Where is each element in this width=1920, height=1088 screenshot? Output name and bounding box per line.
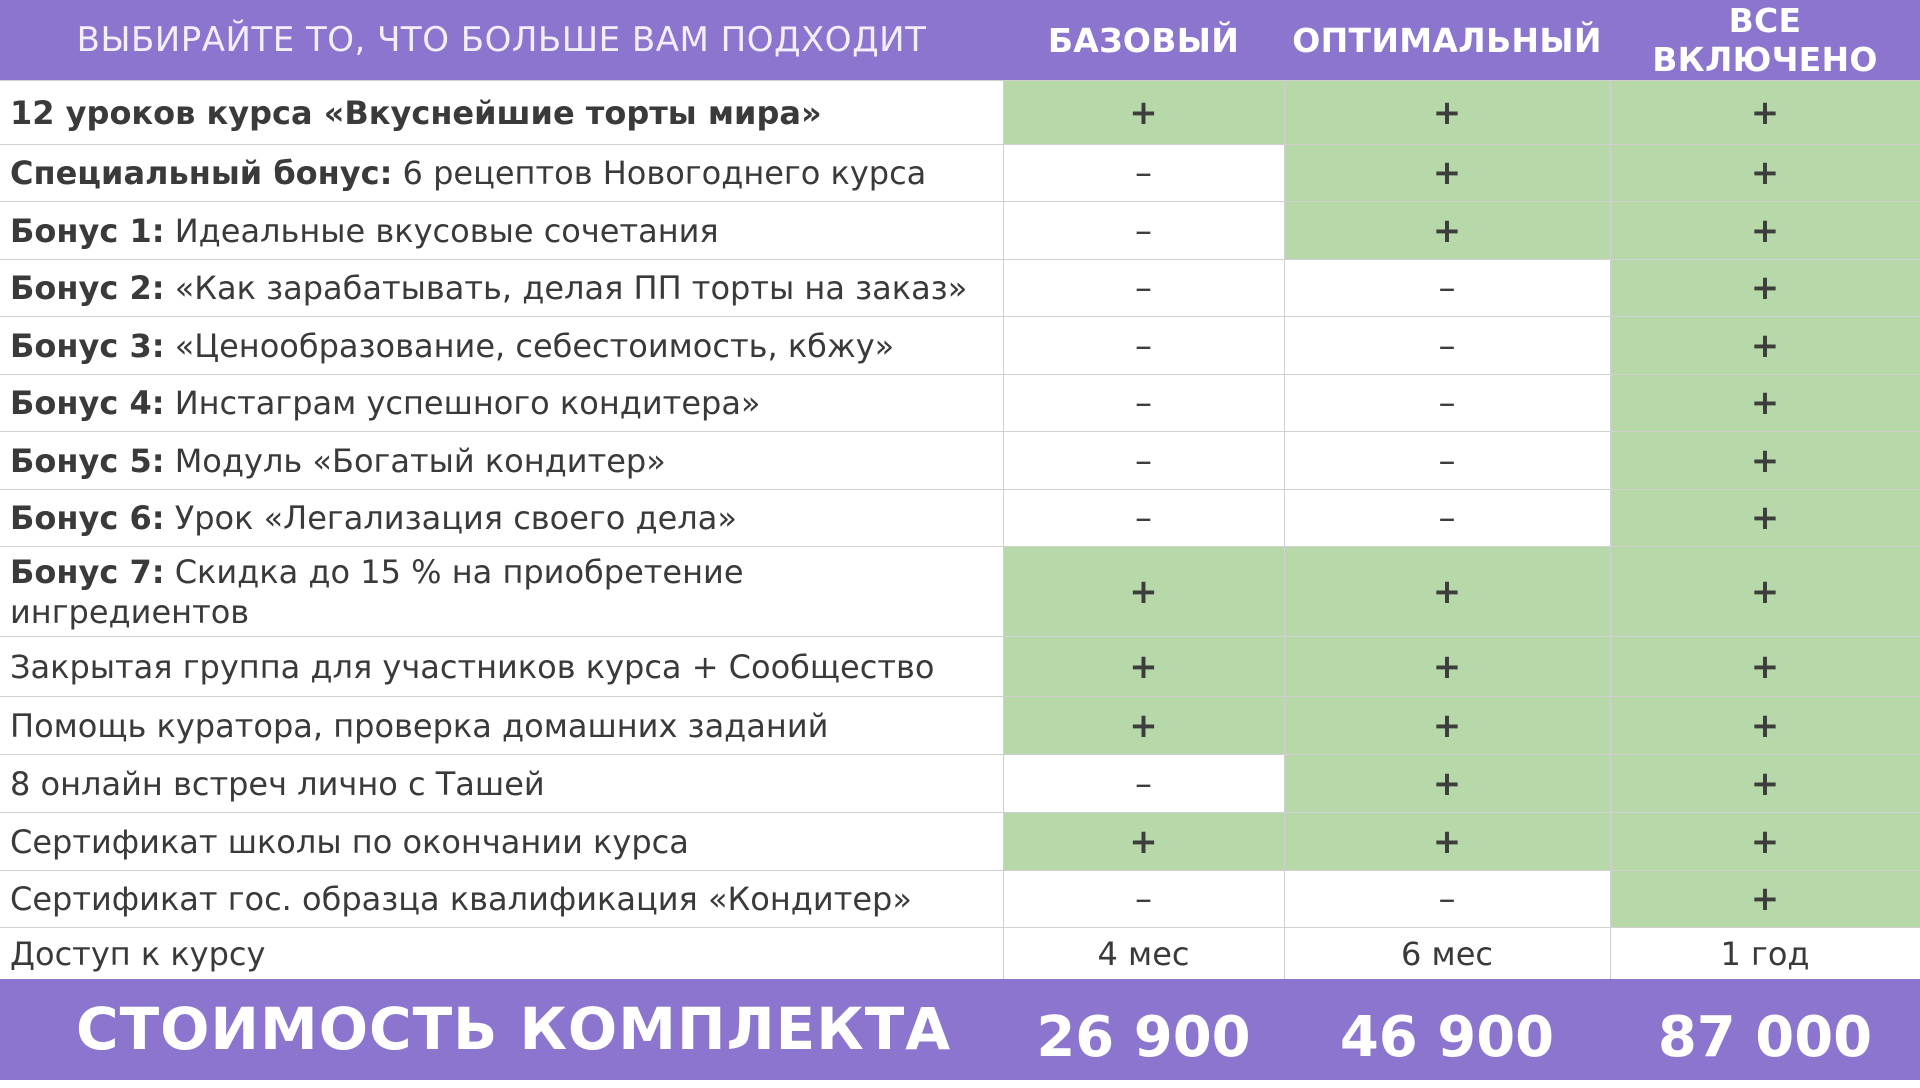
feature-text: Сертификат гос. образца квалификация «Кондитер» [10,880,912,918]
included-mark-optimal: + [1284,145,1610,202]
feature-bold-text: Бонус 6: [10,499,165,537]
feature-text: 6 рецептов Новогоднего курса [392,154,927,192]
feature-cell [0,547,1003,637]
included-mark-all-inclusive: + [1610,432,1920,490]
table-row [0,260,1920,317]
included-mark-all-inclusive: + [1610,813,1920,871]
table-row [0,813,1920,871]
feature-cell [0,317,1003,375]
feature-cell [0,697,1003,755]
excluded-mark-optimal: – [1284,260,1610,317]
excluded-mark-basic: – [1003,202,1284,260]
included-mark-optimal: + [1284,755,1610,813]
price-optimal: 46 900 [1339,1005,1555,1070]
excluded-mark-basic: – [1003,145,1284,202]
excluded-mark-optimal: – [1284,432,1610,490]
feature-text: 8 онлайн встреч лично с Ташей [10,764,545,803]
excluded-mark-basic: – [1003,871,1284,928]
excluded-mark-optimal: – [1284,375,1610,432]
included-mark-optimal: + [1284,81,1610,145]
feature-cell [0,432,1003,490]
feature-text: Закрытая группа для участников курса + Сообщество [10,647,935,686]
feature-cell [0,755,1003,813]
feature-text: Инстаграм успешного кондитера» [164,384,761,422]
table-row [0,317,1920,375]
included-mark-optimal: + [1284,813,1610,871]
plan-optimal-heading: ОПТИМАЛЬНЫЙ [1284,0,1610,81]
feature-cell [0,260,1003,317]
included-mark-basic: + [1003,813,1284,871]
table-row [0,375,1920,432]
feature-text: Урок «Легализация своего дела» [164,499,737,537]
feature-cell [0,375,1003,432]
feature-bold-text: Бонус 4: [10,384,165,422]
included-mark-all-inclusive: + [1610,260,1920,317]
table-row [0,755,1920,813]
plan-all-inclusive-heading: ВСЕ ВКЛЮЧЕНО [1610,0,1920,81]
included-mark-optimal: + [1284,202,1610,260]
included-mark-basic: + [1003,547,1284,637]
excluded-mark-basic: – [1003,317,1284,375]
access-optimal: 6 мес [1284,928,1610,981]
included-mark-optimal: + [1284,697,1610,755]
included-mark-all-inclusive: + [1610,202,1920,260]
excluded-mark-basic: – [1003,490,1284,547]
excluded-mark-basic: – [1003,755,1284,813]
table-row [0,547,1920,637]
included-mark-all-inclusive: + [1610,317,1920,375]
feature-bold-text: Бонус 1: [10,211,165,250]
included-mark-all-inclusive: + [1610,375,1920,432]
feature-text: «Ценообразование, себестоимость, кбжу» [164,326,895,365]
table-body [0,81,1920,981]
feature-bold-text: Бонус 3: [10,326,165,365]
table-row [0,145,1920,202]
access-basic: 4 мес [1003,928,1284,981]
price-basic: 26 900 [1036,1005,1251,1070]
feature-text: Идеальные вкусовые сочетания [164,211,719,250]
feature-text: Сертификат школы по окончании курса [10,822,689,861]
feature-bold-text: Бонус 2: [10,269,165,307]
access-row [0,928,1920,981]
feature-cell [0,871,1003,928]
feature-text: Помощь куратора, проверка домашних заданий [10,706,829,745]
included-mark-all-inclusive: + [1610,145,1920,202]
feature-bold-text: 12 уроков курса «Вкуснейшие торты мира» [10,93,822,132]
feature-cell [0,637,1003,697]
excluded-mark-basic: – [1003,260,1284,317]
feature-bold-text: Бонус 5: [10,441,165,480]
feature-text: «Как зарабатывать, делая ПП торты на заказ» [164,269,968,307]
price-all-inclusive: 87 000 [1657,1005,1873,1070]
excluded-mark-optimal: – [1284,317,1610,375]
excluded-mark-basic: – [1003,432,1284,490]
table-row [0,432,1920,490]
feature-cell [0,813,1003,871]
included-mark-basic: + [1003,637,1284,697]
table-row [0,490,1920,547]
excluded-mark-optimal: – [1284,871,1610,928]
included-mark-all-inclusive: + [1610,637,1920,697]
excluded-mark-optimal: – [1284,490,1610,547]
price-footer [0,979,1920,1080]
table-row [0,697,1920,755]
included-mark-all-inclusive: + [1610,755,1920,813]
table-row [0,871,1920,928]
table-row [0,81,1920,145]
feature-cell [0,145,1003,202]
table-header-row [0,0,1920,81]
access-all-inclusive: 1 год [1610,928,1920,981]
header-caption: ВЫБИРАЙТЕ ТО, ЧТО БОЛЬШЕ ВАМ ПОДХОДИТ [0,0,1003,81]
excluded-mark-basic: – [1003,375,1284,432]
footer-title: СТОИМОСТЬ КОМПЛЕКТА [76,995,952,1063]
feature-text: Скидка до 15 % на приобретение ингредиентов [10,552,744,631]
feature-cell [0,202,1003,260]
included-mark-basic: + [1003,697,1284,755]
plan-basic-heading: БАЗОВЫЙ [1003,0,1284,81]
feature-cell [0,490,1003,547]
included-mark-all-inclusive: + [1610,81,1920,145]
feature-cell [0,81,1003,145]
included-mark-basic: + [1003,81,1284,145]
included-mark-optimal: + [1284,637,1610,697]
included-mark-all-inclusive: + [1610,547,1920,637]
feature-text: Модуль «Богатый кондитер» [164,441,666,480]
included-mark-all-inclusive: + [1610,871,1920,928]
table-row [0,637,1920,697]
included-mark-optimal: + [1284,547,1610,637]
feature-bold-text: Специальный бонус: [10,154,393,192]
included-mark-all-inclusive: + [1610,697,1920,755]
table-row [0,202,1920,260]
feature-bold-text: Бонус 7: [10,552,165,591]
included-mark-all-inclusive: + [1610,490,1920,547]
access-label: Доступ к курсу [0,928,1003,981]
